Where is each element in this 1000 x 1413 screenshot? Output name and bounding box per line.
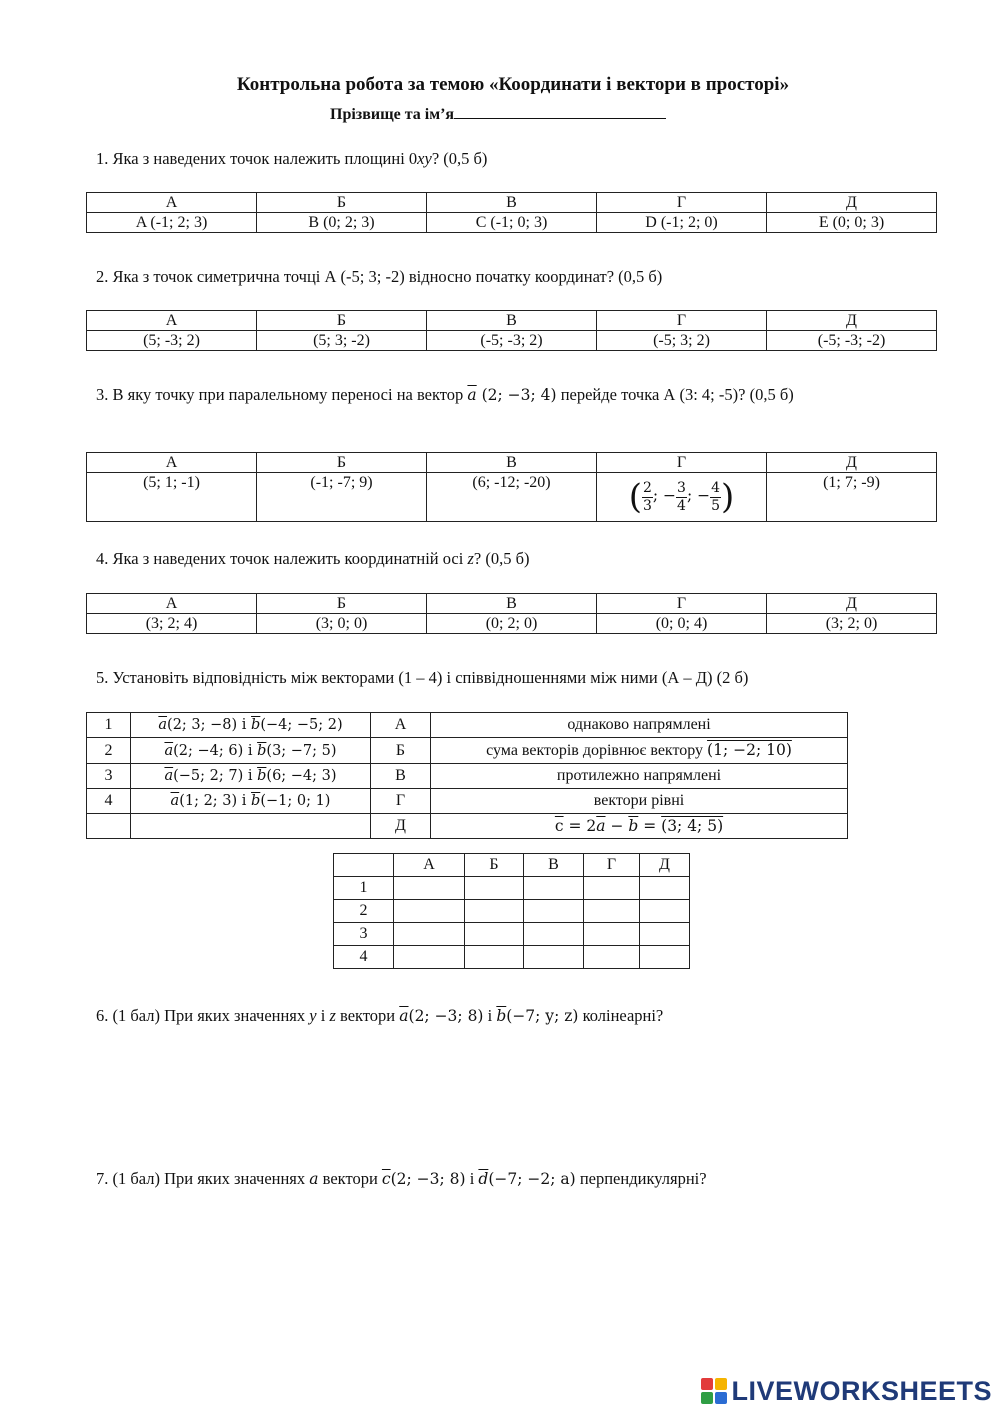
option-cell[interactable]: (3; 2; 0)	[767, 614, 937, 634]
q7-answer-area[interactable]	[96, 1198, 936, 1348]
header-cell: Б	[257, 193, 427, 213]
q1-text-after: ? (0,5 б)	[431, 149, 488, 168]
vector-d: $\overline{d}(-7$; −2; a)	[478, 1170, 576, 1188]
q3-vector-coords: (2; −3; 4)	[476, 386, 557, 404]
q4-text-after: ? (0,5 б)	[473, 549, 530, 568]
var-a: a	[309, 1170, 319, 1188]
answer-checkbox-cell[interactable]	[524, 900, 584, 923]
answer-checkbox-cell[interactable]	[640, 877, 690, 900]
relation-text: вектори рівні	[431, 789, 848, 814]
header-cell: Г	[597, 594, 767, 614]
name-field-label	[330, 102, 666, 124]
q5-text: 5. Установіть відповідність між векторами (1 – 4) і співвідношеннями між ними (А – Д) (2 б)	[96, 668, 749, 687]
header-cell: А	[87, 453, 257, 473]
table-row	[87, 713, 848, 738]
page-title: Контрольна робота за темою «Координати і вектори в просторі»	[236, 74, 790, 95]
answer-checkbox-cell[interactable]	[584, 946, 640, 969]
header-cell: Б	[257, 453, 427, 473]
row-number: 2	[87, 738, 131, 764]
header-cell: Д	[767, 453, 937, 473]
header-cell: В	[524, 854, 584, 877]
q3-options-table	[86, 452, 937, 522]
answer-checkbox-cell[interactable]	[465, 877, 524, 900]
table-row	[87, 814, 848, 839]
logo-mark-icon	[701, 1378, 727, 1404]
row-number: 4	[334, 946, 394, 969]
answer-checkbox-cell[interactable]	[394, 877, 465, 900]
row-number: 1	[334, 877, 394, 900]
answer-checkbox-cell[interactable]	[524, 923, 584, 946]
q5-matching-table	[86, 712, 848, 839]
option-cell[interactable]: (5; -3; 2)	[87, 331, 257, 351]
answer-row	[334, 877, 690, 900]
option-cell[interactable]: (3; 0; 0)	[257, 614, 427, 634]
header-cell: А	[87, 311, 257, 331]
header-cell: Д	[767, 311, 937, 331]
fraction: $\frac{3}{4}$	[677, 479, 686, 514]
answer-checkbox-cell[interactable]	[640, 900, 690, 923]
option-cell[interactable]: (5; 3; -2)	[257, 331, 427, 351]
q5-answer-grid	[333, 853, 690, 969]
header-cell: А	[87, 594, 257, 614]
option-cell[interactable]: (5; 1; -1)	[87, 473, 257, 522]
question-2	[96, 266, 936, 287]
answer-checkbox-cell[interactable]	[394, 900, 465, 923]
option-cell[interactable]: (3; 2; 4)	[87, 614, 257, 634]
vector-pair: $\overline{a}(-5$; 2; 7) і $\overline{b}(6$; −4; 3)	[131, 764, 371, 789]
row-number: 3	[87, 764, 131, 789]
question-7: 7. (1 бал) При яких значеннях a вектори $\overline{c}(2$; −3; 8) і $\overline{d}(-7$; −2; a) перпендикулярні?	[96, 1169, 707, 1188]
header-cell: Г	[597, 453, 767, 473]
table-header-row	[87, 453, 937, 473]
q6-answer-area[interactable]	[96, 1035, 936, 1155]
answer-checkbox-cell[interactable]	[584, 900, 640, 923]
frac-separator: ; −	[652, 486, 677, 505]
option-cell[interactable]: (0; 0; 4)	[597, 614, 767, 634]
answer-row	[334, 946, 690, 969]
option-cell[interactable]: (1; 7; -9)	[767, 473, 937, 522]
logo-square	[701, 1392, 713, 1404]
vector-pair: $\overline{a}(2$; 3; −8) і $\overline{b}(-4$; −5; 2)	[131, 713, 371, 738]
header-cell: В	[427, 594, 597, 614]
q3-text-before: 3. В яку точку при паралельному переносі на вектор	[96, 385, 468, 404]
logo-square	[701, 1378, 713, 1390]
header-cell: Г	[584, 854, 640, 877]
relation-text: сума векторів дорівнює вектору (1; −2; 10)	[431, 738, 848, 764]
vector-b: $\overline{b}(-7$; y; z)	[496, 1007, 579, 1025]
var-y: y	[309, 1006, 317, 1025]
option-cell[interactable]: D (-1; 2; 0)	[597, 213, 767, 233]
header-cell: В	[427, 193, 597, 213]
q4-options-table	[86, 593, 937, 634]
header-cell: Д	[640, 854, 690, 877]
q2-options-table	[86, 310, 937, 351]
answer-checkbox-cell[interactable]	[584, 877, 640, 900]
q1-plane-var: xy	[417, 149, 432, 168]
option-cell[interactable]: (-1; -7; 9)	[257, 473, 427, 522]
answer-checkbox-cell[interactable]	[524, 877, 584, 900]
relation-letter: Г	[371, 789, 431, 814]
answer-row	[334, 900, 690, 923]
option-cell[interactable]: (-5; 3; 2)	[597, 331, 767, 351]
left-paren: (	[628, 477, 642, 517]
vector-c: $\overline{c}(2$; −3; 8)	[381, 1170, 466, 1188]
q4-text-before: 4. Яка з наведених точок належить координатній осі	[96, 549, 468, 568]
right-paren: )	[721, 477, 735, 517]
header-cell: В	[427, 311, 597, 331]
header-cell: Д	[767, 594, 937, 614]
header-cell: Б	[257, 594, 427, 614]
relation-letter: Б	[371, 738, 431, 764]
header-cell: Г	[597, 193, 767, 213]
table-row	[87, 764, 848, 789]
answer-checkbox-cell[interactable]	[465, 946, 524, 969]
table-row	[87, 789, 848, 814]
answer-checkbox-cell[interactable]	[465, 900, 524, 923]
table-row	[87, 331, 937, 351]
relation-letter: Д	[371, 814, 431, 839]
q3-vector	[467, 386, 556, 404]
answer-checkbox-cell[interactable]	[524, 946, 584, 969]
question-4	[96, 548, 936, 569]
q1-options-table	[86, 192, 937, 233]
option-cell[interactable]: B (0; 2; 3)	[257, 213, 427, 233]
corner-cell	[334, 854, 394, 877]
logo-square	[715, 1392, 727, 1404]
vector-pair: $\overline{a}(2$; −4; 6) і $\overline{b}(3$; −7; 5)	[131, 738, 371, 764]
option-cell[interactable]: E (0; 0; 3)	[767, 213, 937, 233]
answer-checkbox-cell[interactable]	[394, 923, 465, 946]
answer-checkbox-cell[interactable]	[640, 923, 690, 946]
table-row	[87, 738, 848, 764]
relation-letter: А	[371, 713, 431, 738]
question-5	[96, 667, 936, 688]
row-number-empty	[87, 814, 131, 839]
header-cell: Б	[257, 311, 427, 331]
table-header-row	[87, 193, 937, 213]
option-cell[interactable]: A (-1; 2; 3)	[87, 213, 257, 233]
vector-pair: $\overline{a}(1$; 2; 3) і $\overline{b}(-1$; 0; 1)	[131, 789, 371, 814]
table-row	[87, 473, 937, 522]
header-cell: Б	[465, 854, 524, 877]
q4-axis-var: z	[467, 549, 474, 568]
fraction: $\frac{4}{5}$	[711, 479, 721, 514]
option-cell[interactable]: (6; -12; -20)	[427, 473, 597, 522]
fraction: $\frac{2}{3}$	[642, 479, 652, 514]
answer-checkbox-cell[interactable]	[465, 923, 524, 946]
question-1	[96, 148, 936, 169]
header-cell: Д	[767, 193, 937, 213]
answer-row	[334, 923, 690, 946]
answer-checkbox-cell[interactable]	[584, 923, 640, 946]
header-cell: А	[87, 193, 257, 213]
row-number: 2	[334, 900, 394, 923]
relation-text: протилежно напрямлені	[431, 764, 848, 789]
logo-text: LIVEWORKSHEETS	[731, 1375, 992, 1406]
table-header-row	[87, 311, 937, 331]
table-header-row	[87, 594, 937, 614]
question-3	[96, 384, 936, 406]
answer-checkbox-cell[interactable]	[394, 946, 465, 969]
name-blank-line[interactable]	[454, 102, 666, 119]
name-label: Прізвище та ім’я	[330, 106, 455, 123]
vector-a-symbol: $\overline{a}$	[467, 386, 477, 404]
q1-text-before: 1. Яка з наведених точок належить площині 0	[96, 149, 418, 168]
vector-a: $\overline{a}(2$; −3; 8)	[399, 1007, 484, 1025]
q2-text: 2. Яка з точок симетрична точці А (-5; 3; -2) відносно початку координат? (0,5 б)	[96, 267, 663, 286]
option-cell[interactable]: (-5; -3; 2)	[427, 331, 597, 351]
liveworksheets-logo	[701, 1373, 992, 1409]
header-cell: В	[427, 453, 597, 473]
vector-pair-empty	[131, 814, 371, 839]
logo-square	[715, 1378, 727, 1390]
relation-formula: $\overline{c} = 2\overline{a} - \overline{b} = (3$; 4; 5)	[431, 814, 848, 839]
var-z: z	[329, 1006, 336, 1025]
option-cell[interactable]: (-5; -3; -2)	[767, 331, 937, 351]
relation-text: однаково напрямлені	[431, 713, 848, 738]
row-number: 3	[334, 923, 394, 946]
question-6: 6. (1 бал) При яких значеннях y і z вектори $\overline{a}(2$; −3; 8) і $\overline{b}(-7$; y; z) колінеарні?	[96, 1006, 664, 1025]
option-cell[interactable]: (0; 2; 0)	[427, 614, 597, 634]
table-row	[87, 213, 937, 233]
answer-header-row	[334, 854, 690, 877]
frac-separator: ; −	[686, 486, 711, 505]
table-row	[87, 614, 937, 634]
q3-text-after: перейде точка А (3: 4; -5)? (0,5 б)	[556, 385, 794, 404]
option-cell-fractions[interactable]	[597, 473, 767, 522]
header-cell: А	[394, 854, 465, 877]
row-number: 1	[87, 713, 131, 738]
answer-checkbox-cell[interactable]	[640, 946, 690, 969]
relation-letter: В	[371, 764, 431, 789]
row-number: 4	[87, 789, 131, 814]
header-cell: Г	[597, 311, 767, 331]
option-cell[interactable]: C (-1; 0; 3)	[427, 213, 597, 233]
